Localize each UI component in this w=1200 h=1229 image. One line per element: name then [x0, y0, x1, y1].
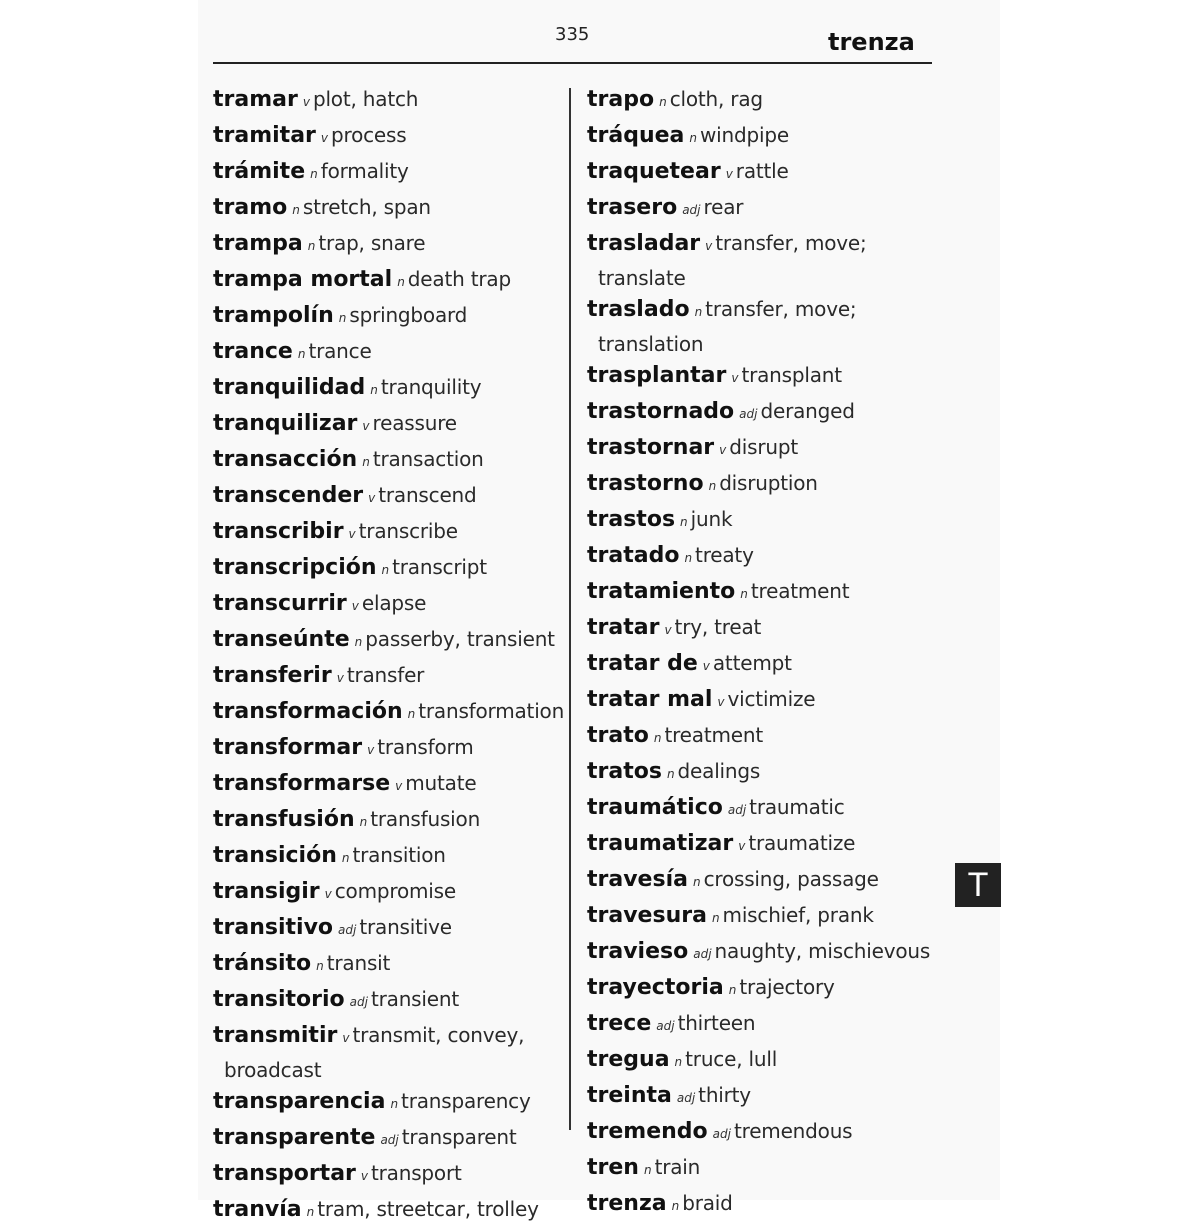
- dictionary-entry: [213, 155, 563, 191]
- dictionary-entry: [587, 1187, 932, 1223]
- dictionary-entry: [213, 83, 563, 119]
- definition: thirty: [698, 1083, 751, 1107]
- headword: transparencia: [213, 1089, 386, 1114]
- headword: trastornado: [587, 399, 735, 424]
- headword: tregua: [587, 1047, 670, 1072]
- definition: process: [331, 123, 407, 147]
- part-of-speech: v: [368, 491, 376, 505]
- part-of-speech: v: [738, 839, 746, 853]
- headword: transitorio: [213, 987, 345, 1012]
- part-of-speech: v: [302, 95, 310, 109]
- dictionary-entry: [587, 791, 932, 827]
- dictionary-entry: [213, 695, 563, 731]
- definition: mutate: [405, 771, 477, 795]
- definition: transplant: [741, 363, 842, 387]
- part-of-speech: v: [320, 131, 328, 145]
- dictionary-entry: [213, 1019, 563, 1085]
- headword: trasero: [587, 195, 678, 220]
- definition: try, treat: [674, 615, 762, 639]
- part-of-speech: n: [728, 983, 737, 997]
- headword: trece: [587, 1011, 652, 1036]
- headword: trapo: [587, 87, 655, 112]
- headword: trastos: [587, 507, 676, 532]
- headword: tramar: [213, 87, 298, 112]
- definition: treatment: [664, 723, 763, 747]
- dictionary-entry: [587, 191, 932, 227]
- definition: cloth, rag: [669, 87, 763, 111]
- definition: treatment: [750, 579, 850, 603]
- dictionary-entry: [587, 503, 932, 539]
- definition: victimize: [727, 687, 816, 711]
- headword: trayectoria: [587, 975, 724, 1000]
- part-of-speech: adj: [739, 407, 758, 421]
- guide-word: trenza: [828, 28, 915, 56]
- dictionary-entry: [213, 659, 563, 695]
- headword: tramitar: [213, 123, 316, 148]
- headword: tránsito: [213, 951, 312, 976]
- definition: train: [654, 1155, 701, 1179]
- definition: tranquility: [380, 375, 482, 399]
- dictionary-entry: [213, 371, 563, 407]
- headword: transferir: [213, 663, 332, 688]
- thumb-index-tab: T: [955, 863, 1001, 907]
- dictionary-entry: [587, 119, 932, 155]
- definition: elapse: [361, 591, 427, 615]
- headword: trastornar: [587, 435, 715, 460]
- part-of-speech: n: [341, 851, 350, 865]
- part-of-speech: n: [297, 347, 306, 361]
- definition: transaction: [372, 447, 484, 471]
- part-of-speech: adj: [682, 203, 701, 217]
- definition-continuation: translation: [598, 332, 704, 356]
- part-of-speech: adj: [656, 1019, 675, 1033]
- dictionary-entry: [213, 407, 563, 443]
- dictionary-entry: [213, 443, 563, 479]
- dictionary-entry: [213, 947, 563, 983]
- definition: springboard: [349, 303, 468, 327]
- definition: tram, streetcar, trolley: [317, 1197, 539, 1221]
- dictionary-entry: [213, 119, 563, 155]
- headword: trámite: [213, 159, 306, 184]
- definition: stretch, span: [302, 195, 431, 219]
- dictionary-entry: [213, 623, 563, 659]
- dictionary-entry: [587, 539, 932, 575]
- part-of-speech: n: [659, 95, 667, 109]
- headword: transcender: [213, 483, 364, 508]
- definition: transform: [377, 735, 474, 759]
- headword: trato: [587, 723, 649, 748]
- part-of-speech: adj: [727, 803, 747, 817]
- headword: trampa: [213, 231, 303, 256]
- part-of-speech: n: [362, 455, 370, 469]
- dictionary-entry: [213, 767, 563, 803]
- dictionary-entry: [587, 431, 932, 467]
- definition: transformation: [418, 699, 565, 723]
- part-of-speech: n: [671, 1199, 680, 1213]
- headword: transitivo: [213, 915, 334, 940]
- definition: plot, hatch: [312, 87, 419, 111]
- left-column: [213, 83, 563, 1229]
- headword: transcripción: [213, 555, 377, 580]
- headword: trance: [213, 339, 293, 364]
- part-of-speech: n: [643, 1163, 652, 1177]
- dictionary-entry: [587, 227, 932, 293]
- part-of-speech: n: [306, 1205, 315, 1219]
- part-of-speech: v: [348, 527, 356, 541]
- headword: trampa mortal: [213, 267, 393, 292]
- part-of-speech: v: [717, 695, 725, 709]
- dictionary-entry: [587, 1043, 932, 1079]
- part-of-speech: n: [708, 479, 717, 493]
- headword: tratos: [587, 759, 662, 784]
- definition: transfer: [346, 663, 425, 687]
- part-of-speech: v: [731, 371, 739, 385]
- headword: tranvía: [213, 1197, 302, 1222]
- definition: disruption: [719, 471, 818, 495]
- dictionary-entry: [213, 839, 563, 875]
- part-of-speech: n: [307, 239, 316, 253]
- dictionary-entry: [213, 191, 563, 227]
- definition: rattle: [735, 159, 789, 183]
- right-column: [587, 83, 932, 1223]
- part-of-speech: v: [705, 239, 713, 253]
- definition: transmit, convey,: [352, 1023, 525, 1047]
- part-of-speech: v: [702, 659, 710, 673]
- definition: transition: [352, 843, 446, 867]
- part-of-speech: v: [362, 419, 370, 433]
- part-of-speech: v: [324, 887, 332, 901]
- definition: traumatize: [748, 831, 856, 855]
- headword: tratar de: [587, 651, 698, 676]
- part-of-speech: n: [390, 1097, 399, 1111]
- part-of-speech: adj: [380, 1133, 399, 1147]
- definition: compromise: [334, 879, 456, 903]
- definition-continuation: translate: [598, 266, 686, 290]
- dictionary-entry: [213, 587, 563, 623]
- headword: transformarse: [213, 771, 391, 796]
- definition: braid: [682, 1191, 733, 1215]
- definition: passerby, transient: [365, 627, 555, 651]
- headword: traquetear: [587, 159, 721, 184]
- headword: tranquilidad: [213, 375, 366, 400]
- part-of-speech: n: [292, 203, 300, 217]
- part-of-speech: n: [397, 275, 405, 289]
- part-of-speech: n: [711, 911, 720, 925]
- headword: transformar: [213, 735, 363, 760]
- definition: transfer, move;: [715, 231, 867, 255]
- dictionary-entry: [213, 1121, 563, 1157]
- dictionary-entry: [587, 755, 932, 791]
- part-of-speech: v: [351, 599, 359, 613]
- part-of-speech: adj: [693, 947, 712, 961]
- headword: trastorno: [587, 471, 704, 496]
- headword: transmitir: [213, 1023, 338, 1048]
- definition: transport: [371, 1161, 462, 1185]
- definition: traumatic: [749, 795, 845, 819]
- dictionary-entry: [587, 935, 932, 971]
- headword: tratado: [587, 543, 680, 568]
- definition: transient: [370, 987, 459, 1011]
- dictionary-entry: [213, 227, 563, 263]
- dictionary-entry: [587, 863, 932, 899]
- dictionary-entry: [213, 551, 563, 587]
- part-of-speech: n: [370, 383, 378, 397]
- definition: transitive: [359, 915, 452, 939]
- headword: transformación: [213, 699, 403, 724]
- dictionary-entry: [587, 155, 932, 191]
- headword: trasplantar: [587, 363, 727, 388]
- dictionary-entry: [213, 335, 563, 371]
- headword: travieso: [587, 939, 689, 964]
- part-of-speech: n: [674, 1055, 683, 1069]
- headword: transición: [213, 843, 337, 868]
- dictionary-entry: [587, 899, 932, 935]
- headword: transcurrir: [213, 591, 347, 616]
- dictionary-entry: [213, 299, 563, 335]
- definition: formality: [320, 159, 409, 183]
- headword: transcribir: [213, 519, 344, 544]
- dictionary-entry: [213, 731, 563, 767]
- headword: tramo: [213, 195, 288, 220]
- headword: travesura: [587, 903, 707, 928]
- part-of-speech: adj: [676, 1091, 696, 1105]
- dictionary-entry: [587, 827, 932, 863]
- definition: transfer, move;: [705, 297, 857, 321]
- part-of-speech: n: [653, 731, 662, 745]
- definition: transparency: [401, 1089, 531, 1113]
- headword: trenza: [587, 1191, 667, 1216]
- headword: tratamiento: [587, 579, 736, 604]
- definition: treaty: [695, 543, 754, 567]
- dictionary-entry: [587, 1151, 932, 1187]
- headword: tremendo: [587, 1119, 708, 1144]
- definition: truce, lull: [685, 1047, 778, 1071]
- part-of-speech: v: [664, 623, 672, 637]
- dictionary-entry: [213, 1085, 563, 1121]
- dictionary-entry: [213, 1157, 563, 1193]
- dictionary-entry: [213, 983, 563, 1019]
- definition: mischief, prank: [722, 903, 874, 927]
- dictionary-entry: [587, 83, 932, 119]
- headword: tranquilizar: [213, 411, 358, 436]
- definition: trajectory: [739, 975, 835, 999]
- part-of-speech: n: [316, 959, 324, 973]
- headword: tratar mal: [587, 687, 713, 712]
- part-of-speech: n: [310, 167, 318, 181]
- headword: transfusión: [213, 807, 355, 832]
- headword: travesía: [587, 867, 688, 892]
- dictionary-entry: [587, 647, 932, 683]
- dictionary-entry: [213, 911, 563, 947]
- definition: transfusion: [370, 807, 481, 831]
- dictionary-entry: [213, 515, 563, 551]
- definition: attempt: [712, 651, 792, 675]
- definition: disrupt: [729, 435, 798, 459]
- part-of-speech: v: [395, 779, 403, 793]
- part-of-speech: adj: [349, 995, 368, 1009]
- part-of-speech: n: [338, 311, 347, 325]
- headword: traumático: [587, 795, 723, 820]
- definition: tremendous: [733, 1119, 853, 1143]
- dictionary-entry: [587, 683, 932, 719]
- headword: traslado: [587, 297, 690, 322]
- column-divider: [569, 88, 571, 1130]
- part-of-speech: adj: [338, 923, 357, 937]
- part-of-speech: n: [684, 551, 693, 565]
- headword: transigir: [213, 879, 320, 904]
- part-of-speech: n: [381, 563, 390, 577]
- dictionary-entry: [587, 467, 932, 503]
- page-number: 335: [555, 24, 590, 45]
- dictionary-entry: [587, 293, 932, 359]
- part-of-speech: adj: [712, 1127, 731, 1141]
- dictionary-entry: [213, 875, 563, 911]
- dictionary-entry: [213, 803, 563, 839]
- definition-continuation: broadcast: [224, 1058, 322, 1082]
- dictionary-entry: [213, 479, 563, 515]
- part-of-speech: v: [725, 167, 733, 181]
- dictionary-entry: [587, 1079, 932, 1115]
- headword: tratar: [587, 615, 660, 640]
- part-of-speech: v: [336, 671, 344, 685]
- part-of-speech: n: [354, 635, 363, 649]
- definition: deranged: [760, 399, 855, 423]
- headword: tren: [587, 1155, 639, 1180]
- definition: thirteen: [677, 1011, 756, 1035]
- part-of-speech: n: [694, 305, 703, 319]
- part-of-speech: n: [407, 707, 416, 721]
- dictionary-entry: [213, 1193, 563, 1229]
- dictionary-entry: [587, 611, 932, 647]
- definition: junk: [690, 507, 733, 531]
- definition: crossing, passage: [703, 867, 879, 891]
- dictionary-entry: [587, 359, 932, 395]
- definition: transcribe: [358, 519, 458, 543]
- part-of-speech: n: [692, 875, 701, 889]
- definition: transparent: [401, 1125, 517, 1149]
- headword: transparente: [213, 1125, 376, 1150]
- part-of-speech: n: [680, 515, 688, 529]
- definition: trap, snare: [318, 231, 426, 255]
- part-of-speech: n: [359, 815, 368, 829]
- headword: tráquea: [587, 123, 685, 148]
- dictionary-entry: [587, 395, 932, 431]
- definition: naughty, mischievous: [714, 939, 931, 963]
- headword: transportar: [213, 1161, 356, 1186]
- definition: transcript: [392, 555, 487, 579]
- definition: dealings: [677, 759, 761, 783]
- part-of-speech: v: [719, 443, 727, 457]
- headword: trasladar: [587, 231, 701, 256]
- definition: trance: [308, 339, 372, 363]
- dictionary-entry: [213, 263, 563, 299]
- part-of-speech: n: [740, 587, 748, 601]
- headword: traumatizar: [587, 831, 734, 856]
- definition: reassure: [372, 411, 457, 435]
- part-of-speech: n: [666, 767, 675, 781]
- definition: death trap: [407, 267, 511, 291]
- headword: transeúnte: [213, 627, 350, 652]
- headword: trampolín: [213, 303, 334, 328]
- dictionary-entry: [587, 971, 932, 1007]
- part-of-speech: n: [689, 131, 697, 145]
- definition: transcend: [378, 483, 477, 507]
- dictionary-entry: [587, 575, 932, 611]
- definition: transit: [326, 951, 391, 975]
- part-of-speech: v: [367, 743, 375, 757]
- header-rule: [213, 62, 932, 64]
- headword: treinta: [587, 1083, 672, 1108]
- dictionary-entry: [587, 1115, 932, 1151]
- definition: rear: [703, 195, 744, 219]
- part-of-speech: v: [342, 1031, 350, 1045]
- dictionary-entry: [587, 719, 932, 755]
- definition: windpipe: [700, 123, 789, 147]
- headword: transacción: [213, 447, 358, 472]
- dictionary-entry: [587, 1007, 932, 1043]
- part-of-speech: v: [360, 1169, 369, 1183]
